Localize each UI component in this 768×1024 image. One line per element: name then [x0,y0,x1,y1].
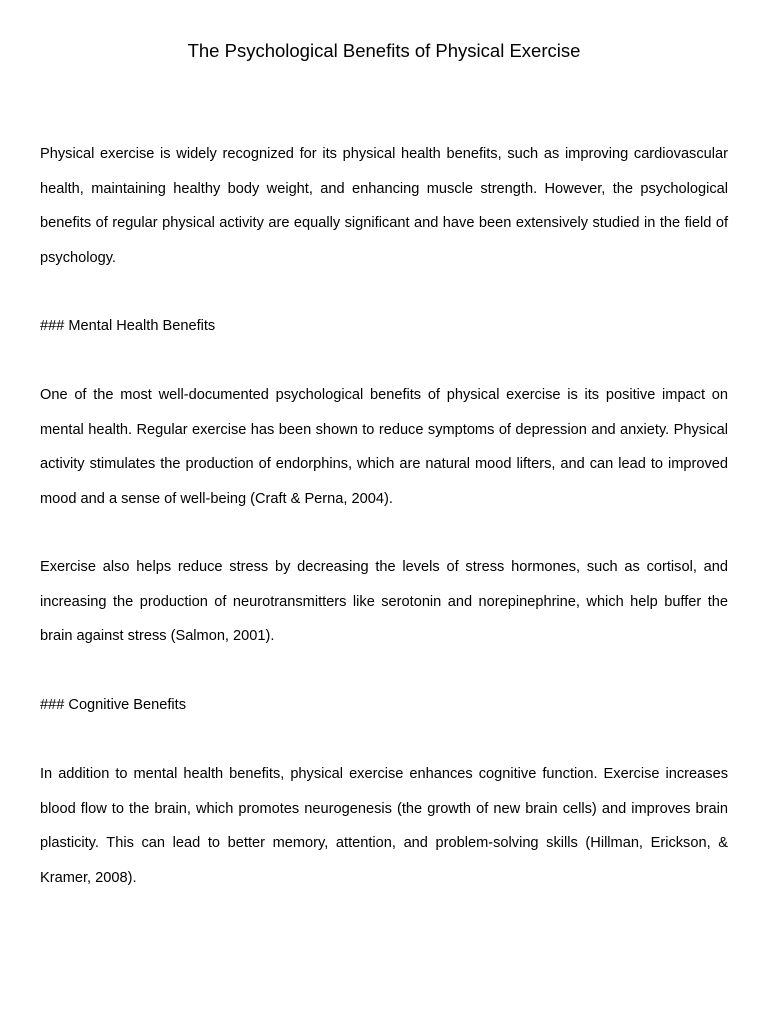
cognitive-paragraph-1: In addition to mental health benefits, physical exercise enhances cognitive function. Exercise increases blood flow to the brain, which promotes neurogenesis (the growth of new brain cells) and improves brain plasticity. This can lead to better memory, attention, and problem-solving skills (Hillman, Erickson, & Kramer, 2008). [40,766,728,886]
document-title: The Psychological Benefits of Physical Exercise [187,40,581,61]
section-heading-cognitive: ### Cognitive Benefits [40,697,187,713]
intro-paragraph: Physical exercise is widely recognized for its physical health benefits, such as improving cardiovascular health, maintaining healthy body weight, and enhancing muscle strength. However, the psychological benefits of regular physical activity are equally significant and have been extensively studied in the field of psychology. [40,146,728,266]
mental-health-paragraph-1: One of the most well-documented psychological benefits of physical exercise is its positive impact on mental health. Regular exercise has been shown to reduce symptoms of depression and anxiety. Physical activity stimulates the production of endorphins, which are natural mood lifters, and can lead to improved mood and a sense of well-being (Craft & Perna, 2004). [40,387,728,507]
mental-health-paragraph-2: Exercise also helps reduce stress by decreasing the levels of stress hormones, such as cortisol, and increasing the production of neurotransmitters like serotonin and norepinephrine, which help buffer the brain against stress (Salmon, 2001). [40,559,728,644]
section-heading-mental-health: ### Mental Health Benefits [40,318,216,334]
